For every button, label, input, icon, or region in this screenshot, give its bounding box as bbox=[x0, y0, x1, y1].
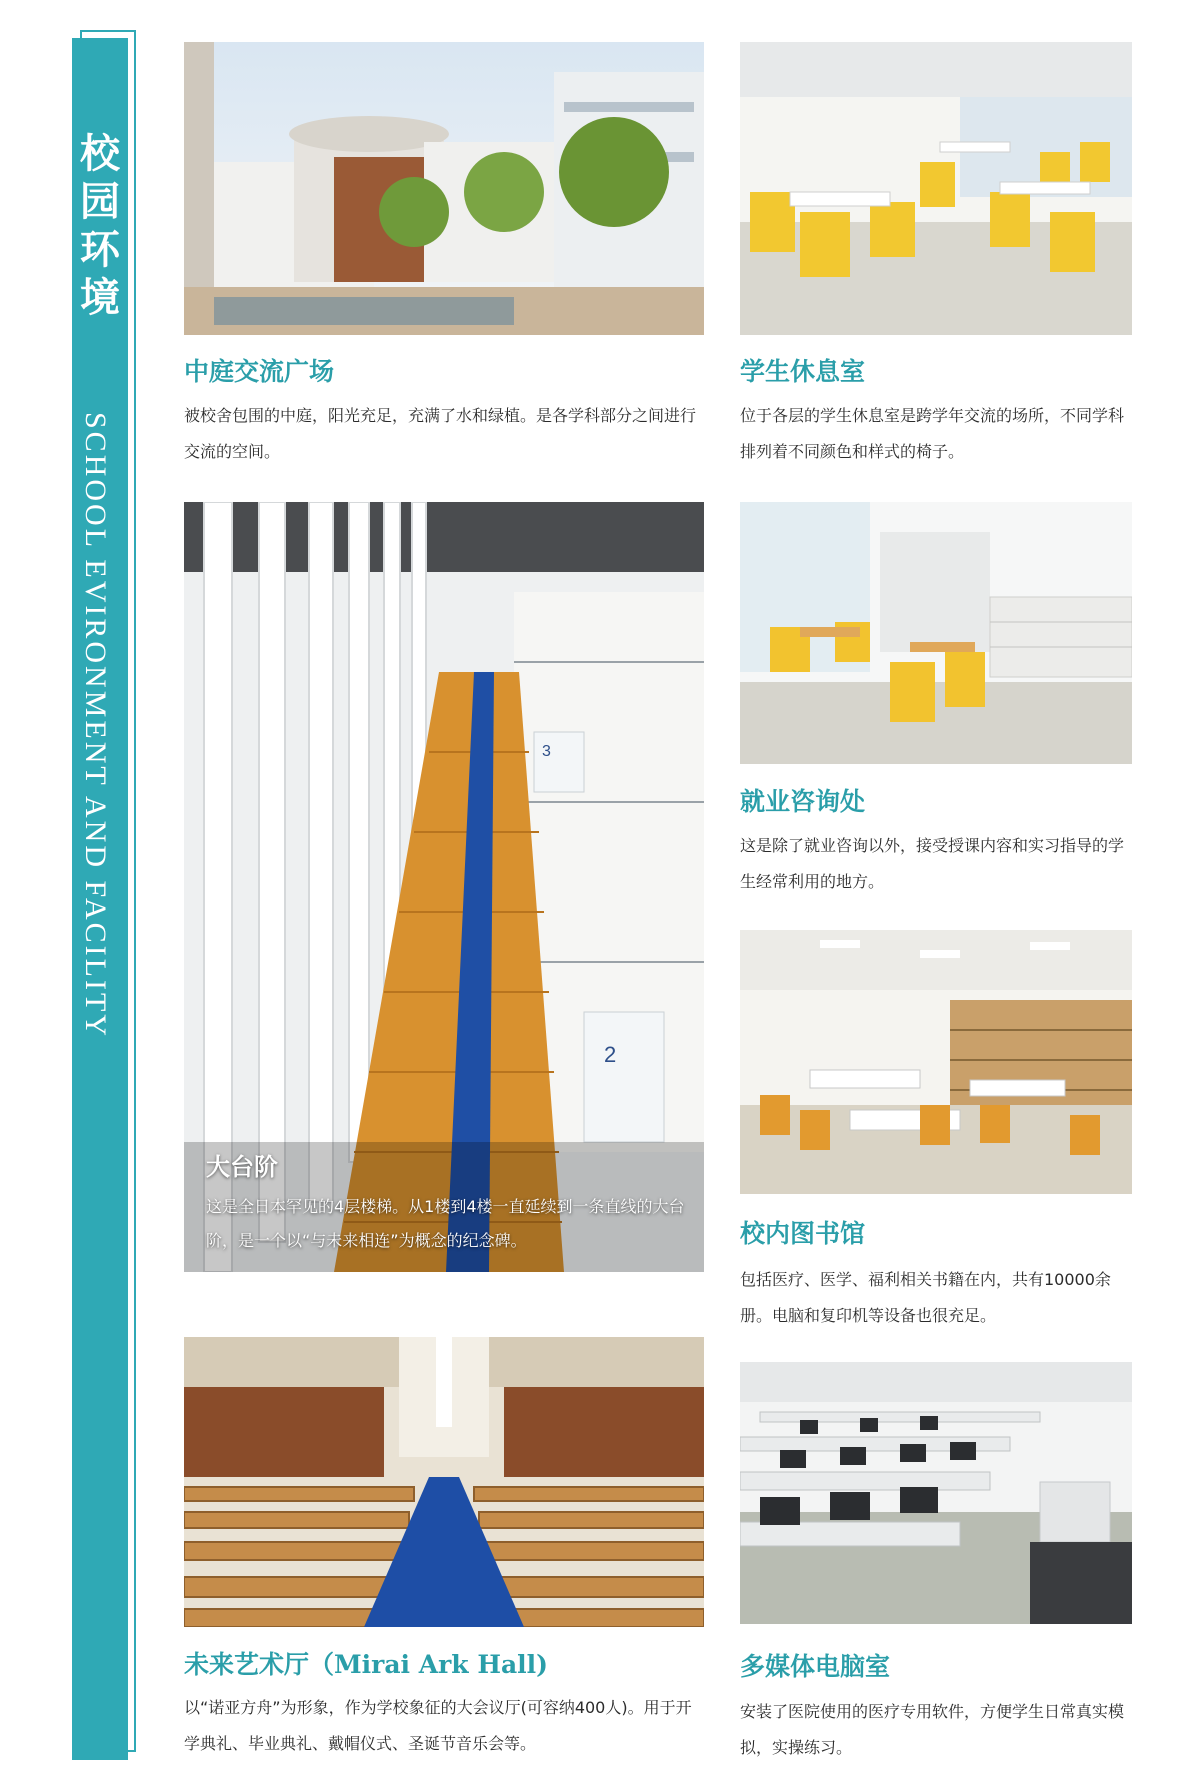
side-title-chinese bbox=[72, 130, 128, 322]
computer-room-desc: 安装了医院使用的医疗专用软件，方便学生日常真实模拟，实操练习。 bbox=[740, 1702, 1125, 1757]
computer-room-title: 多媒体电脑室 bbox=[740, 1652, 891, 1681]
staircase-sign-2: 2 bbox=[604, 1042, 617, 1067]
career-desc: 这是除了就业咨询以外，接受授课内容和实习指导的学生经常利用的地方。 bbox=[740, 836, 1125, 891]
lounge-desc: 位于各层的学生休息室是跨学年交流的场所，不同学科排列着不同颜色和样式的椅子。 bbox=[740, 406, 1125, 461]
library-desc: 包括医疗、医学、福利相关书籍在内，共有10000余册。电脑和复印机等设备也很充足。 bbox=[740, 1270, 1111, 1325]
hall-photo bbox=[184, 1337, 704, 1627]
courtyard-desc: 被校舍包围的中庭，阳光充足，充满了水和绿植。是各学科部分之间进行交流的空间。 bbox=[184, 406, 697, 461]
side-title-char: 境 bbox=[80, 274, 120, 321]
career-office-photo bbox=[740, 502, 1132, 764]
hall-title: 未来艺术厅（Mirai Ark Hall) bbox=[184, 1650, 548, 1679]
staircase-title: 大台阶 bbox=[206, 1152, 278, 1181]
side-title-char: 环 bbox=[80, 226, 120, 273]
lounge-photo bbox=[740, 42, 1132, 335]
side-title-char: 园 bbox=[80, 178, 120, 225]
side-title-english: SCHOOL EVIRONMENT AND FACILITY bbox=[79, 412, 112, 1039]
hall-desc: 以“诺亚方舟”为形象，作为学校象征的大会议厅(可容纳400人)。用于开学典礼、毕业典礼、戴帽仪式、圣诞节音乐会等。 bbox=[184, 1698, 692, 1753]
library-photo bbox=[740, 930, 1132, 1194]
career-title: 就业咨询处 bbox=[740, 787, 866, 816]
lounge-title: 学生休息室 bbox=[740, 357, 866, 386]
staircase-sign-3: 3 bbox=[542, 743, 551, 760]
library-title: 校内图书馆 bbox=[740, 1219, 866, 1248]
courtyard-photo bbox=[184, 42, 704, 335]
courtyard-title: 中庭交流广场 bbox=[184, 357, 335, 386]
side-title-char: 校 bbox=[80, 130, 120, 177]
computer-room-photo bbox=[740, 1362, 1132, 1624]
staircase-desc: 这是全日本罕见的4层楼梯。从1楼到4楼一直延续到一条直线的大台阶，是一个以“与未来相连”为概念的纪念碑。 bbox=[206, 1197, 685, 1250]
